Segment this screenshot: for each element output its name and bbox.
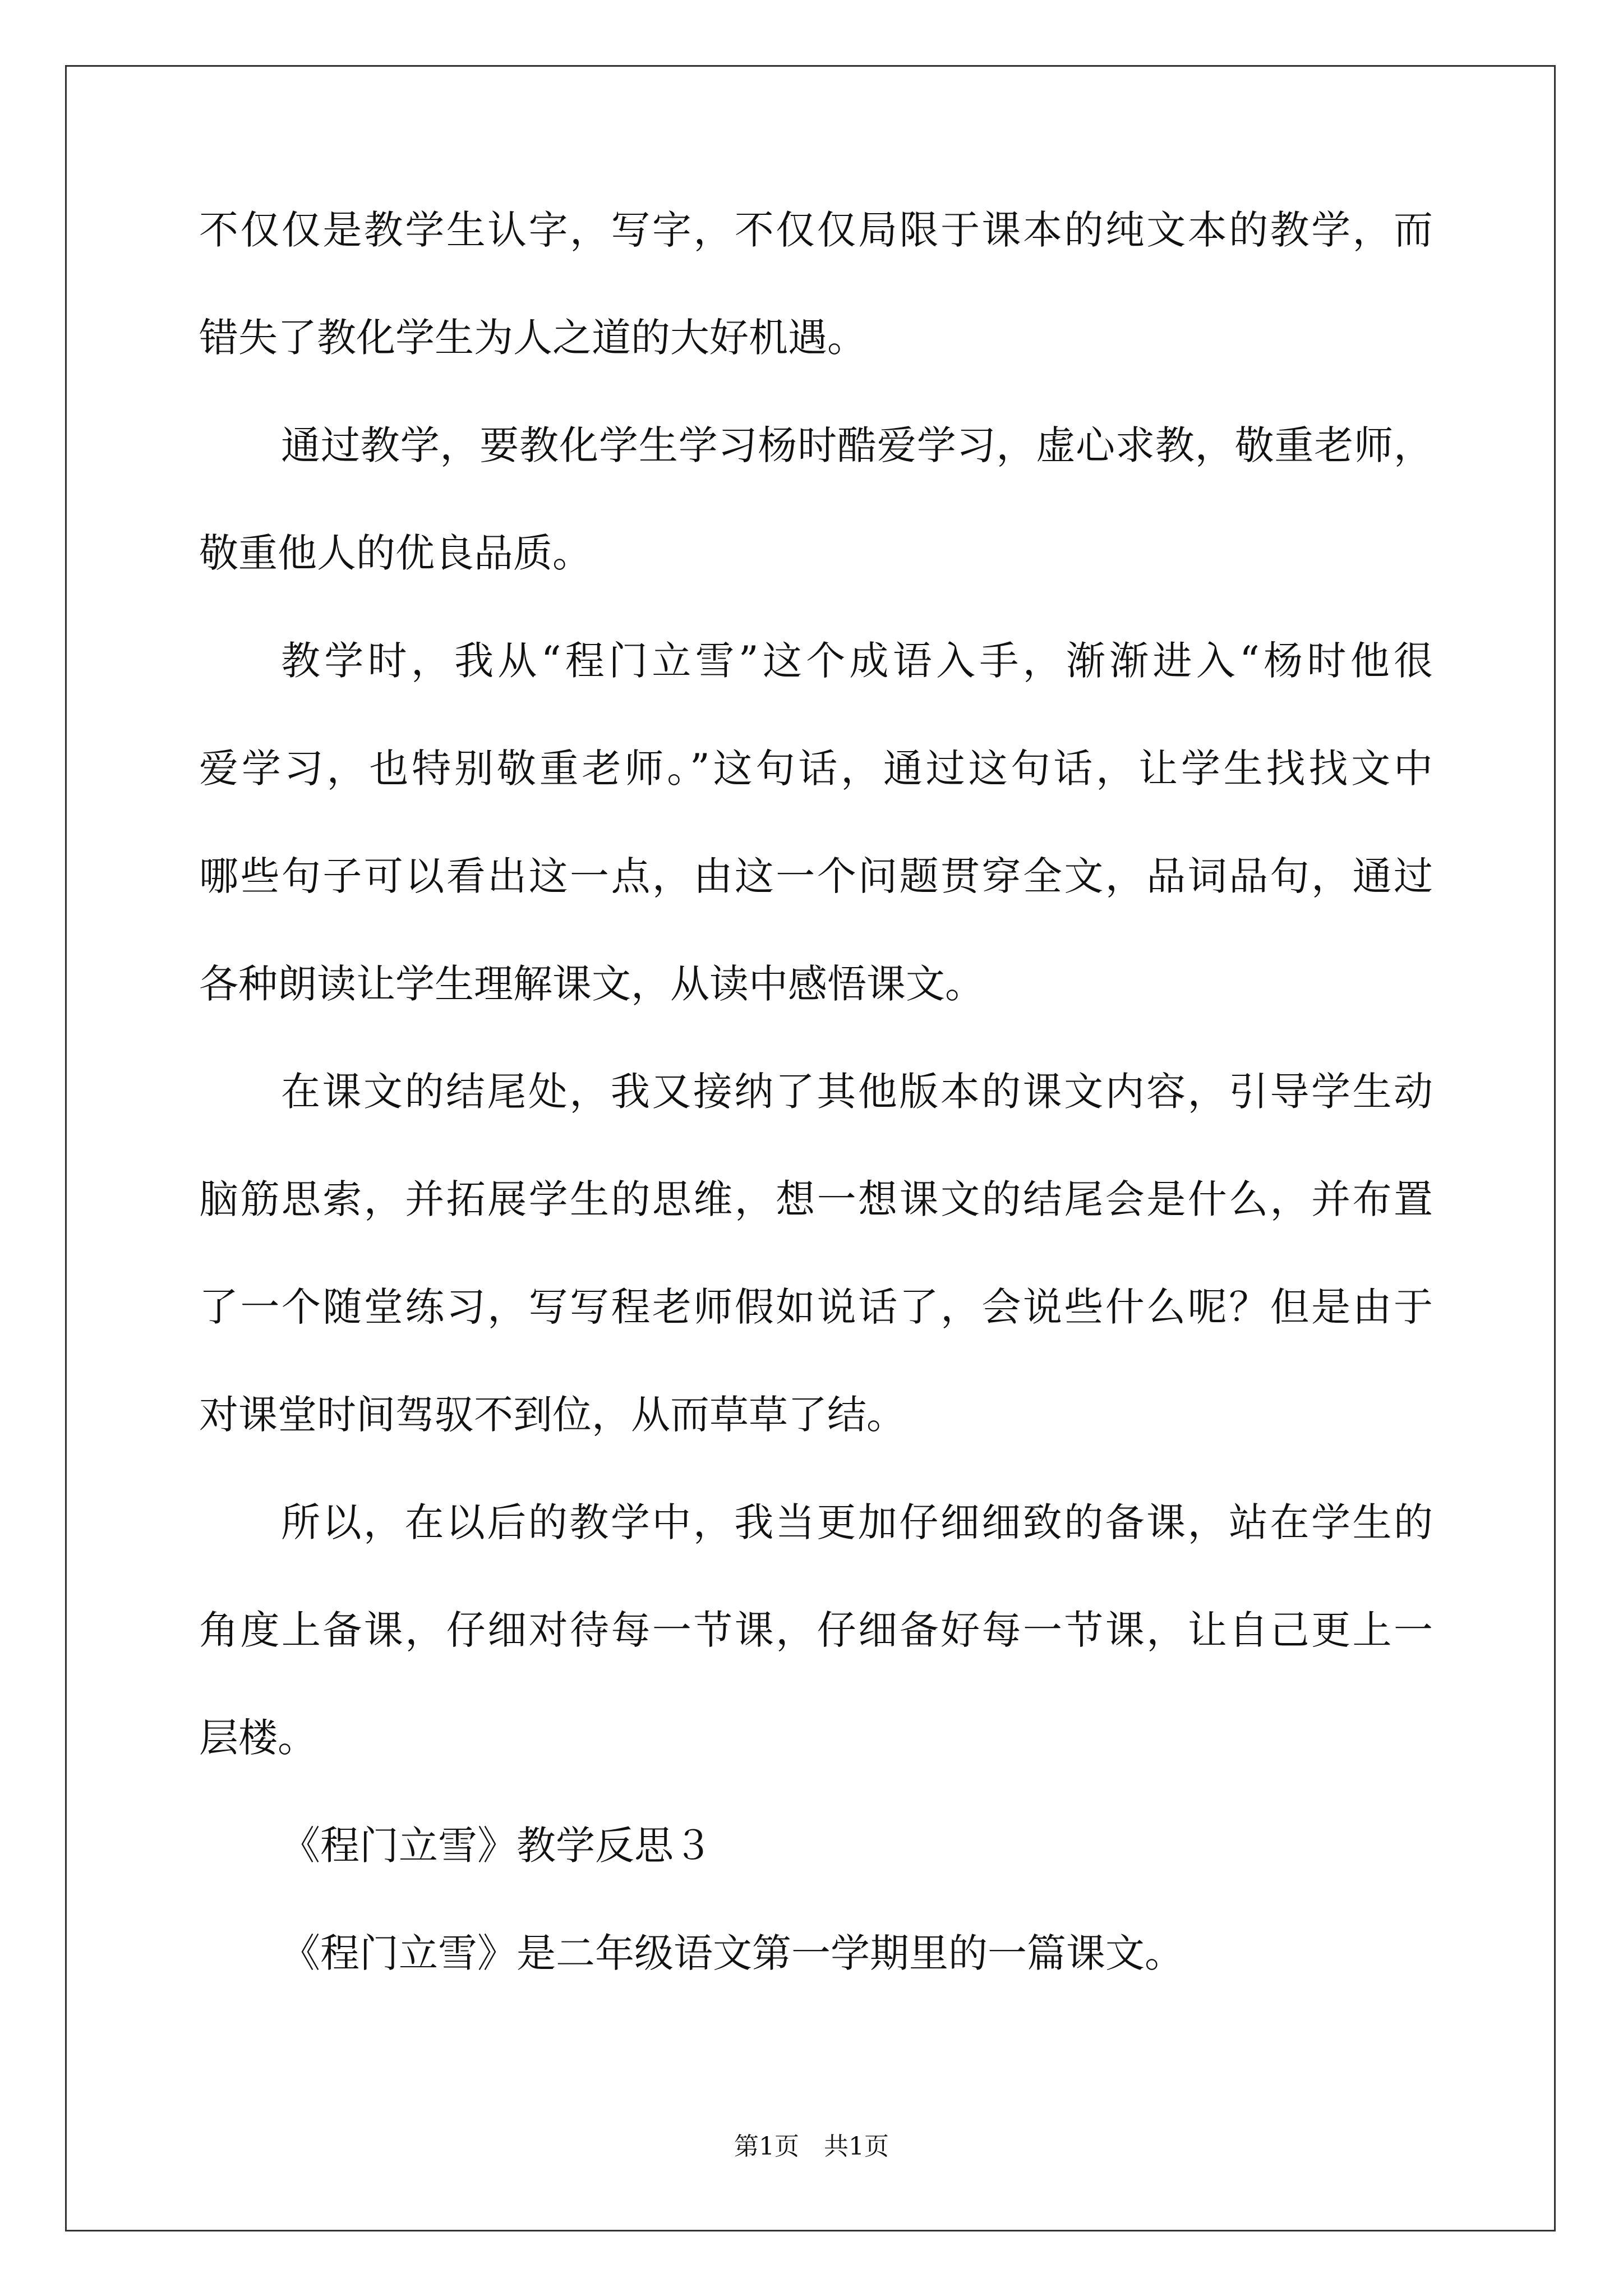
text-line: 敬重他人的优良品质。 [199,530,592,576]
text-line: 爱学习，也特别敬重老师。”这句话，通过这句话，让学生找找文中 [199,746,1433,792]
text-line: 教学时，我从“程门立雪”这个成语入手，渐渐进入“杨时他很 [281,638,1433,684]
text-line: 脑筋思索，并拓展学生的思维，想一想课文的结尾会是什么，并布置 [199,1176,1433,1222]
text-line: 了一个随堂练习，写写程老师假如说话了，会说些什么呢？但是由于 [199,1284,1433,1330]
document-body [199,207,1433,2041]
text-line: 错失了教化学生为人之道的大好机遇。 [199,315,866,361]
text-line: 所以，在以后的教学中，我当更加仔细细致的备课，站在学生的 [281,1499,1433,1545]
text-line: 《程门立雪》是二年级语文第一学期里的一篇课文。 [281,1930,1184,1976]
text-line: 各种朗读让学生理解课文，从读中感悟课文。 [199,961,984,1007]
text-line: 通过教学，要教化学生学习杨时酷爱学习，虚心求教，敬重老师， [281,422,1433,468]
text-line: 不仅仅是教学生认字，写字，不仅仅局限于课本的纯文本的教学，而 [199,207,1433,253]
page-footer: 第1页 共1页 [734,2132,889,2161]
text-line: 在课文的结尾处，我又接纳了其他版本的课文内容，引导学生动 [281,1069,1433,1115]
text-line: 层楼。 [199,1715,317,1761]
text-line: 哪些句子可以看出这一点，由这一个问题贯穿全文，品词品句，通过 [199,853,1433,899]
text-line: 角度上备课，仔细对待每一节课，仔细备好每一节课，让自己更上一 [199,1607,1433,1653]
text-line: 对课堂时间驾驭不到位，从而草草了结。 [199,1392,906,1438]
section-heading: 《程门立雪》教学反思３ [281,1823,713,1869]
